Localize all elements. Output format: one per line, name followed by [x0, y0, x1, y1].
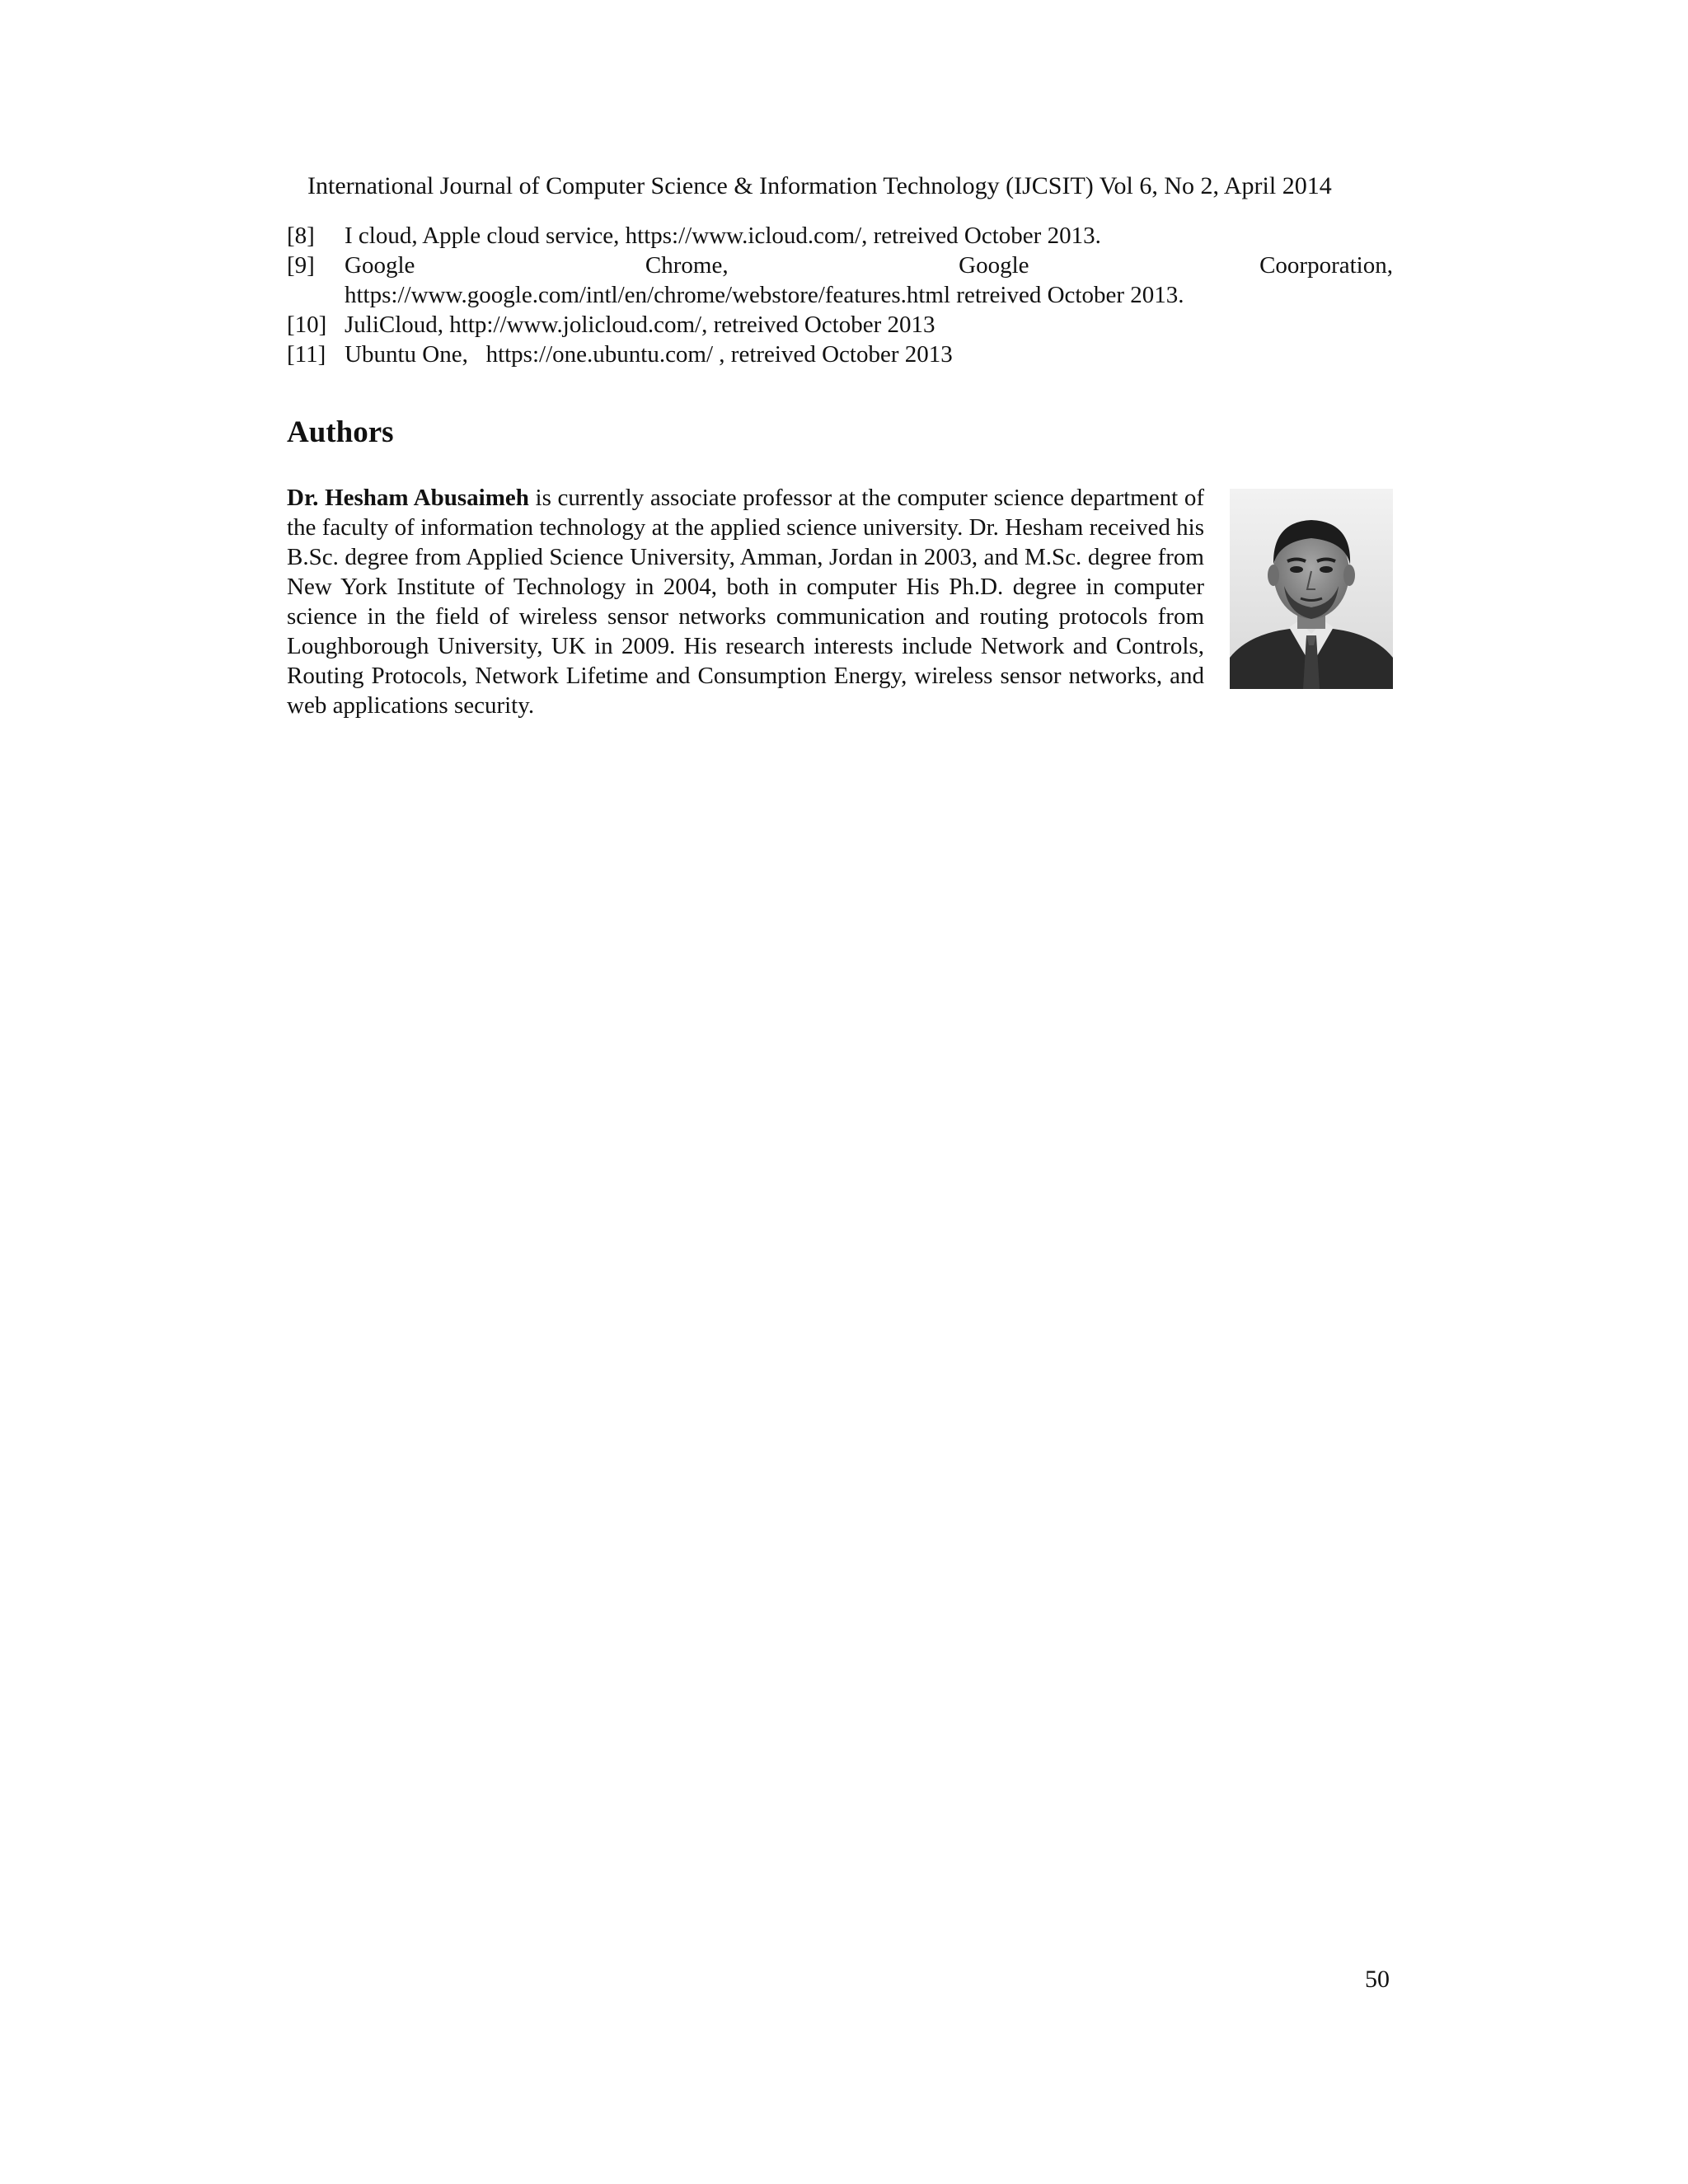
reference-number: [9] [287, 252, 315, 279]
author-bio-text: is currently associate professor at the computer science department of the faculty of information technology at the applied science university. Dr. Hesham received his B.Sc. degree from Applied Science University, Amman, Jordan in 2003, and M.Sc. degree from New York Institute of Technology in 2004, both in computer His Ph.D. degree in computer science in the field of wireless sensor networks communication and routing protocols from Loughborough University, UK in 2009. His research interests include Network and Controls, Routing Protocols, Network Lifetime and Consumption Energy, wireless sensor networks, and web applications security. [287, 485, 1204, 719]
reference-line: JuliCloud, http://www.jolicloud.com/, retreived October 2013 [345, 312, 935, 338]
reference-number: [8] [287, 223, 315, 249]
reference-word: Chrome, [645, 252, 729, 279]
reference-line: I cloud, Apple cloud service, https://www.icloud.com/, retreived October 2013. [345, 223, 1101, 249]
reference-word: Google [345, 252, 415, 279]
author-name: Dr. Hesham Abusaimeh [287, 485, 529, 511]
reference-line: https://www.google.com/intl/en/chrome/webstore/features.html retreived October 2013. [345, 282, 1184, 308]
running-header: International Journal of Computer Science & Information Technology (IJCSIT) Vol 6, No 2, April 2014 [307, 172, 1332, 199]
reference-item [287, 221, 1393, 251]
reference-item [287, 251, 1393, 310]
reference-text [345, 310, 1393, 340]
author-portrait-image [1230, 489, 1393, 689]
author-bio [287, 483, 1204, 720]
reference-item [287, 310, 1393, 340]
reference-text [345, 251, 1393, 310]
reference-text [345, 221, 1393, 251]
reference-line: Ubuntu One, https://one.ubuntu.com/ , retreived October 2013 [345, 341, 953, 368]
author-photo [1230, 489, 1393, 689]
reference-word: Coorporation, [1259, 252, 1393, 279]
authors-heading: Authors [287, 415, 394, 449]
reference-text [345, 340, 1393, 369]
reference-word: Google [959, 252, 1029, 279]
reference-list [287, 221, 1393, 369]
reference-item [287, 340, 1393, 369]
reference-line [345, 251, 1393, 280]
reference-number: [11] [287, 341, 326, 368]
page-number: 50 [1365, 1966, 1390, 1993]
reference-number: [10] [287, 312, 327, 338]
